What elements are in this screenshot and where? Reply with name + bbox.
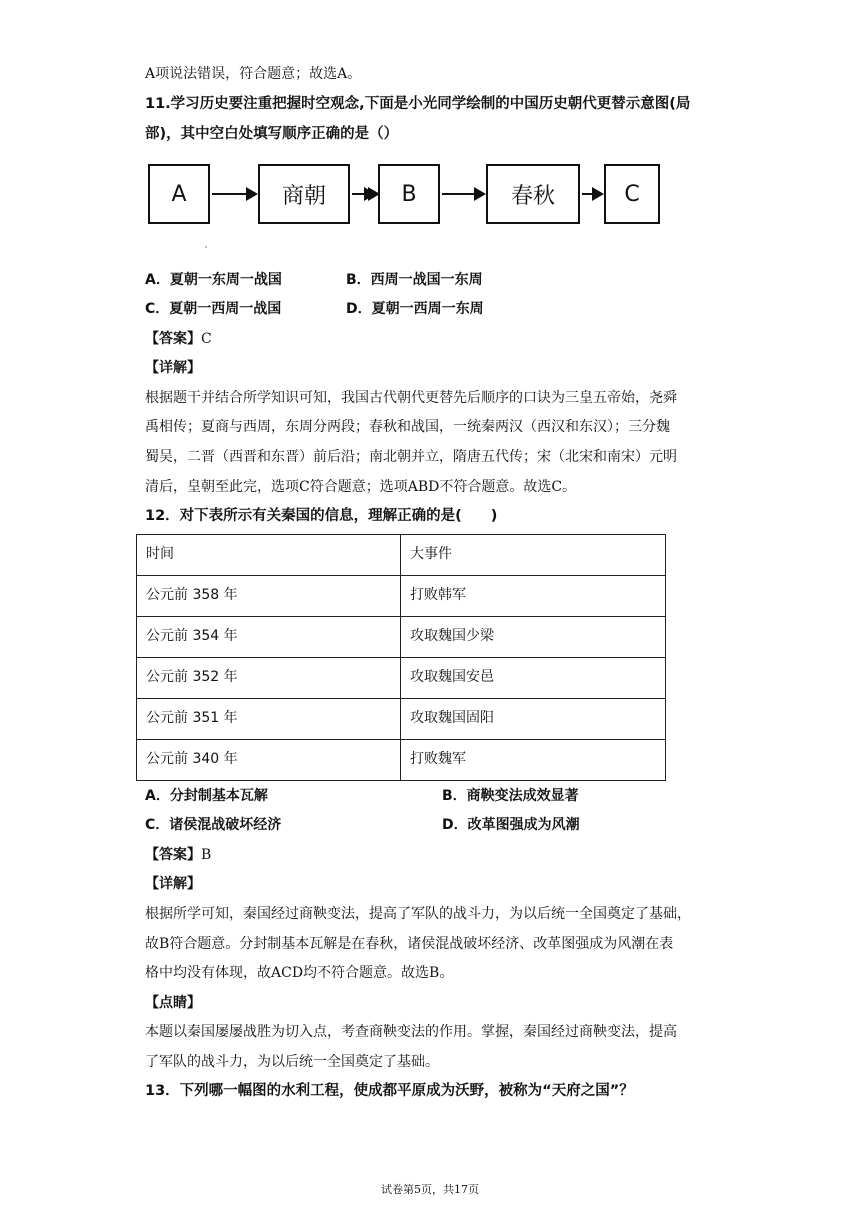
q11-detail-line: 根据题干并结合所学知识可知，我国古代朝代更替先后顺序的口诀为三皇五帝始，尧舜 xyxy=(145,390,677,406)
table-cell-time: 公元前 351 年 xyxy=(137,699,401,740)
q12-stem: 12．对下表所示有关秦国的信息，理解正确的是( ) xyxy=(145,508,498,524)
q11-detail-line: 蜀吴，二晋（西晋和东晋）前后沿；南北朝并立，隋唐五代传；宋（北宋和南宋）元明 xyxy=(145,449,677,465)
q11-answer xyxy=(145,329,212,349)
flow-arrow xyxy=(212,193,256,195)
q12-answer xyxy=(145,845,211,865)
table-row xyxy=(137,576,666,617)
q12-option-d[interactable]: D．改革图强成为风潮 xyxy=(442,817,580,833)
flow-box-shang: 商朝 xyxy=(258,164,350,224)
previous-answer-tail: A项说法错误，符合题意；故选A。 xyxy=(145,66,362,82)
table-cell-event: 打败韩军 xyxy=(401,576,666,617)
q11-detail-line: 禹相传；夏商与西周，东周分两段；春秋和战国，一统秦两汉（西汉和东汉）；三分魏 xyxy=(145,419,670,435)
answer-value: B xyxy=(201,847,212,863)
page-footer: 试卷第5页，共17页 xyxy=(381,1183,479,1196)
flow-box-a: A xyxy=(148,164,210,224)
table-row xyxy=(137,699,666,740)
table-header-time: 时间 xyxy=(137,535,401,576)
table-cell-event: 攻取魏国安邑 xyxy=(401,658,666,699)
q11-stem-line1: 11.学习历史要注重把握时空观念,下面是小光同学绘制的中国历史朝代更替示意图(局 xyxy=(145,96,691,112)
answer-value: C xyxy=(201,331,212,347)
table-header-event: 大事件 xyxy=(401,535,666,576)
q12-detail-line: 格中均没有体现，故ACD均不符合题意。故选B。 xyxy=(145,965,454,981)
flow-arrow xyxy=(352,193,378,195)
dynasty-flow-diagram xyxy=(148,160,668,230)
q11-stem-line2: 部)，其中空白处填写顺序正确的是（） xyxy=(145,126,399,142)
table-cell-time: 公元前 358 年 xyxy=(137,576,401,617)
table-cell-event: 攻取魏国固阳 xyxy=(401,699,666,740)
scan-speck xyxy=(205,246,207,248)
table-cell-event: 打败魏军 xyxy=(401,740,666,781)
table-cell-event: 攻取魏国少梁 xyxy=(401,617,666,658)
q12-option-c[interactable]: C．诸侯混战破坏经济 xyxy=(145,817,282,833)
table-cell-time: 公元前 354 年 xyxy=(137,617,401,658)
table-header-row xyxy=(137,535,666,576)
q12-comment-line: 本题以秦国屡屡战胜为切入点，考查商鞅变法的作用。掌握，秦国经过商鞅变法，提高 xyxy=(145,1024,677,1040)
table-row xyxy=(137,658,666,699)
q11-option-d[interactable]: D．夏朝一西周一东周 xyxy=(346,301,484,317)
flow-arrow xyxy=(582,193,602,195)
q11-option-a[interactable]: A．夏朝一东周一战国 xyxy=(145,272,282,288)
q12-detail-label: 【详解】 xyxy=(145,876,201,892)
table-row xyxy=(137,617,666,658)
flow-box-chunqiu: 春秋 xyxy=(486,164,580,224)
q12-option-a[interactable]: A．分封制基本瓦解 xyxy=(145,788,268,804)
q12-detail-line: 故B符合题意。分封制基本瓦解是在春秋，诸侯混战破坏经济、改革图强成为风潮在表 xyxy=(145,936,674,952)
flow-box-c: C xyxy=(604,164,660,224)
q12-comment-line: 了军队的战斗力，为以后统一全国奠定了基础。 xyxy=(145,1054,439,1070)
q11-detail-label: 【详解】 xyxy=(145,360,201,376)
table-cell-time: 公元前 352 年 xyxy=(137,658,401,699)
qin-events-table xyxy=(136,534,666,781)
table-row xyxy=(137,740,666,781)
q12-option-b[interactable]: B．商鞅变法成效显著 xyxy=(442,788,579,804)
table-cell-time: 公元前 340 年 xyxy=(137,740,401,781)
q13-stem: 13．下列哪一幅图的水利工程，使成都平原成为沃野，被称为“天府之国”？ xyxy=(145,1083,634,1099)
flow-arrow xyxy=(442,193,484,195)
q11-detail-line: 清后，皇朝至此完，选项C符合题意；选项ABD不符合题意。故选C。 xyxy=(145,479,577,495)
q11-option-c[interactable]: C．夏朝一西周一战国 xyxy=(145,301,282,317)
answer-label: 【答案】 xyxy=(145,847,201,863)
q12-detail-line: 根据所学可知，秦国经过商鞅变法，提高了军队的战斗力，为以后统一全国奠定了基础， xyxy=(145,906,691,922)
flow-box-b: B xyxy=(378,164,440,224)
q12-comment-label: 【点睛】 xyxy=(145,995,201,1011)
q11-option-b[interactable]: B．西周一战国一东周 xyxy=(346,272,483,288)
answer-label: 【答案】 xyxy=(145,331,201,347)
